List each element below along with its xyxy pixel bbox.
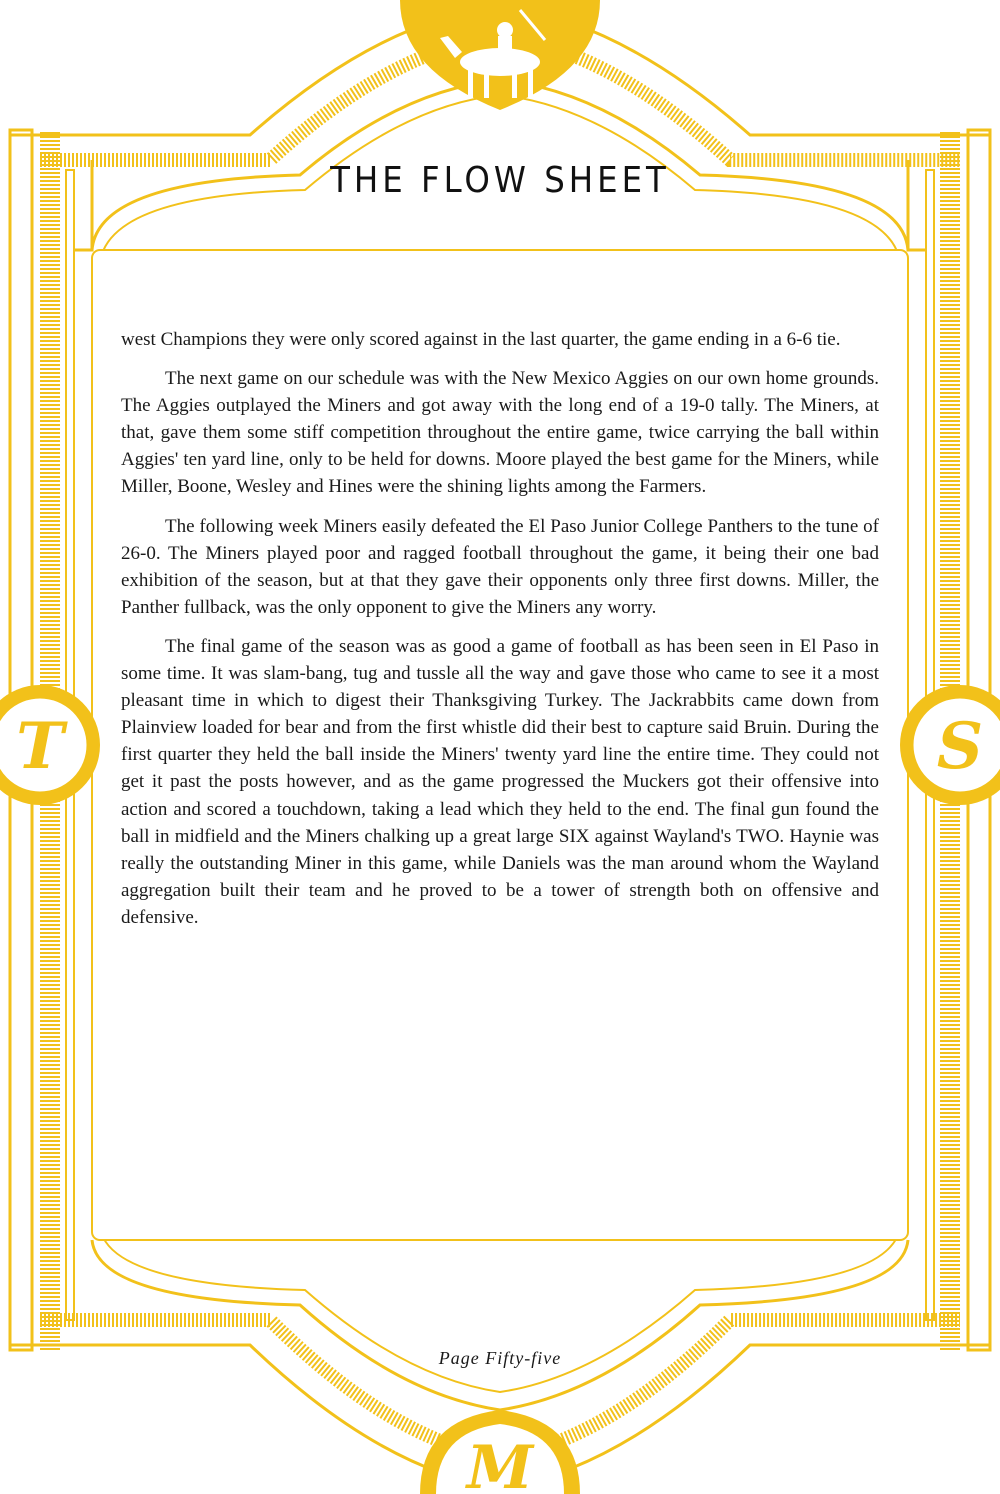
paragraph: The final game of the season was as good a game of football as has been seen in El Paso in some time. It was slam-bang, tug and tussle all the way and gave those who came to see it a most pleasant time in which to digest their Thanksgiving Turkey. The Jackrabbits came down from Plainview loaded for bear and from the first whistle did their best to capture said Bruin. During the first quarter they held the ball inside the Miners' twenty yard line the entire time. They could not get it past the posts however, and as the game progressed the Muckers got their offensive into action and scored a touchdown, taking a lead which they held to the end. The final gun found the ball in midfield and the Miners chalking up a great large SIX against Wayland's TWO. Haynie was really the outstanding Miner in this game, while Daniels was the man around whom the Wayland aggregation built their team and he proved to be a tower of strength both on offensive and defensive. — [121, 635, 879, 928]
left-monogram-letter: T — [16, 709, 64, 784]
right-monogram-letter: S — [936, 709, 984, 784]
paragraph: west Champions they were only scored against in the last quarter, the game ending in a 6-6 tie. — [121, 329, 841, 350]
left-monogram-medallion — [0, 685, 100, 805]
article-body — [121, 326, 879, 943]
bottom-monogram-letter: M — [466, 1433, 534, 1494]
paragraph: The following week Miners easily defeated the El Paso Junior College Panthers to the tune of 26-0. The Miners played poor and ragged football throughout the game, it being their one bad exhibition of the season, but at that they gave their opponents only three first downs. Miller, the Panther fullback, was the only opponent to give the Miners any worry. — [121, 515, 879, 618]
paragraph: The next game on our schedule was with the New Mexico Aggies on our own home grounds. The Aggies outplayed the Miners and got away with the long end of a 19-0 tally. The Miners, at that, gave them some stiff competition throughout the entire game, twice carrying the ball within Aggies' ten yard line, only to be held for downs. Moore played the best game for the Miners, while Miller, Boone, Wesley and Hines were the shining lights among the Farmers. — [121, 368, 879, 498]
prospector-with-burro-icon — [400, 0, 600, 110]
right-monogram-medallion — [900, 685, 1000, 805]
page-number: Page Fifty-five — [438, 1348, 562, 1368]
bottom-monogram-medallion — [420, 1410, 580, 1494]
page-title: THE FLOW SHEET — [330, 160, 670, 201]
